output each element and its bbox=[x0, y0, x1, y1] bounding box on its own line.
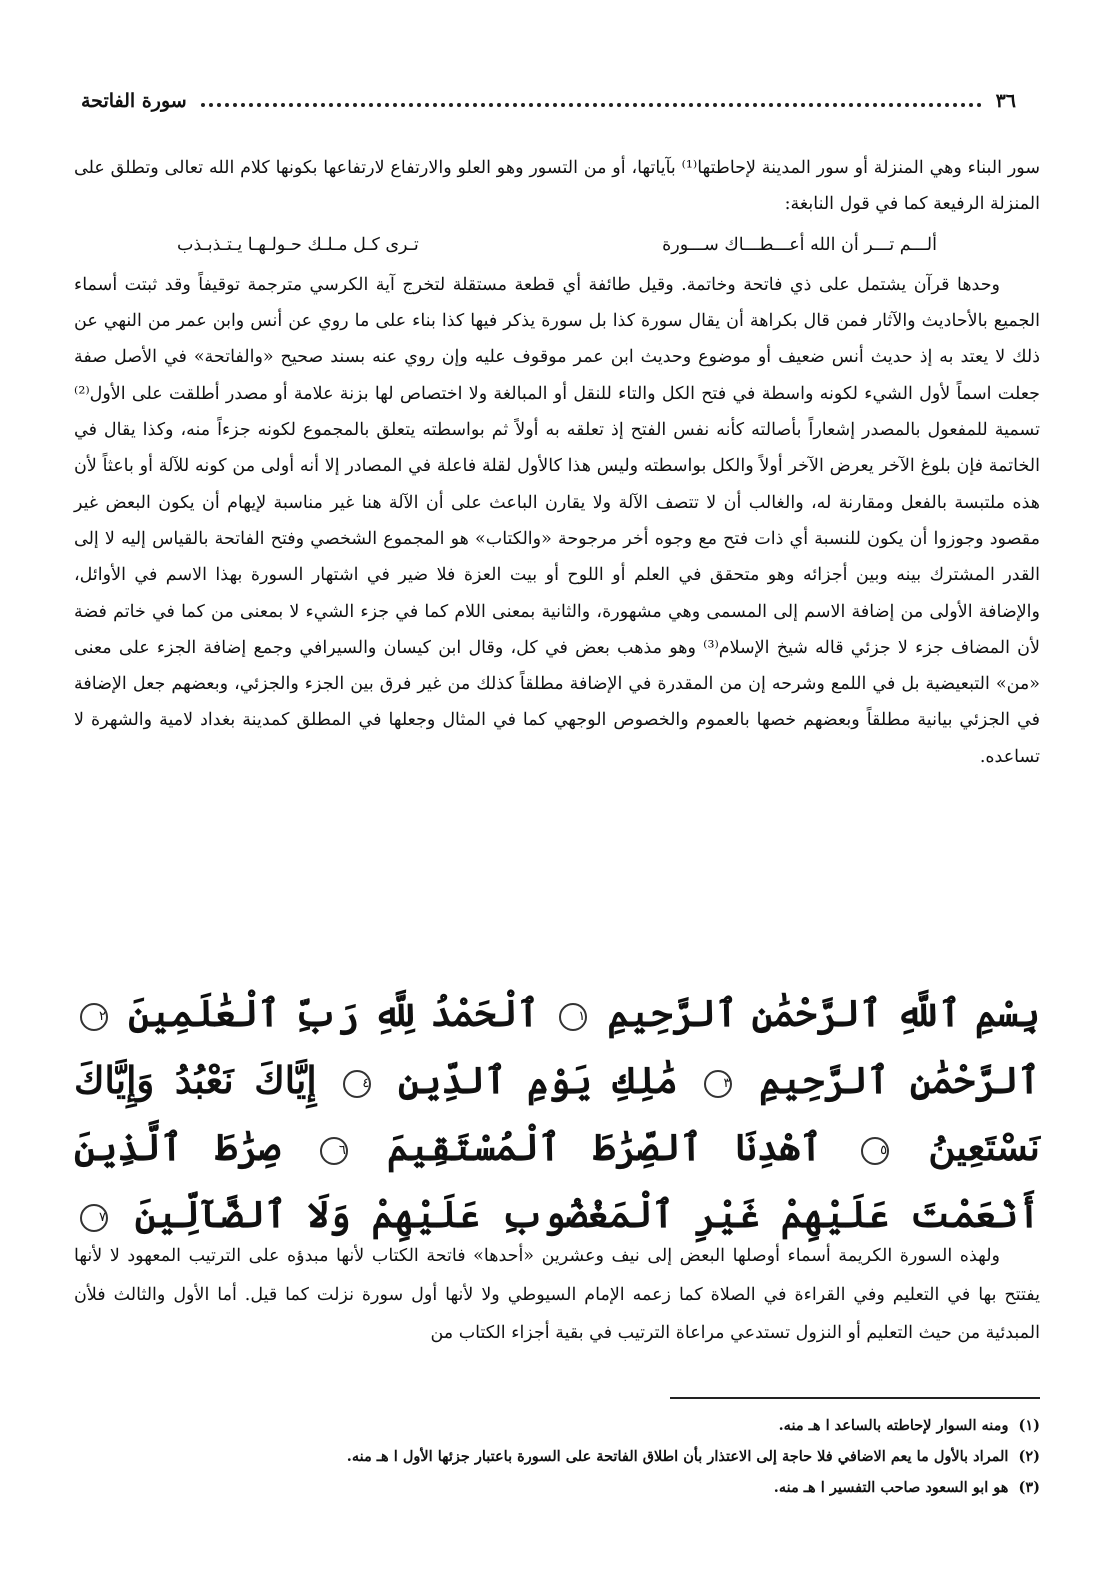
ayah-1: بِسْمِ ٱللَّهِ ٱلرَّحْمَٰنِ ٱلرَّحِيمِ bbox=[607, 991, 1040, 1035]
ayah-number-5: ٥ bbox=[861, 1137, 889, 1165]
footnote-2 bbox=[74, 1441, 1040, 1472]
poetry-verse bbox=[177, 227, 937, 263]
ayah-6: ٱهْدِنَا ٱلصِّرَٰطَ ٱلْمُسْتَقِيمَ bbox=[387, 1125, 822, 1169]
footnotes bbox=[74, 1410, 1040, 1503]
ayah-number-7: ٧ bbox=[80, 1204, 108, 1232]
intro-paragraph: سور البناء وهي المنزلة أو سور المدينة لإحاطتها⁽¹⁾ بآياتها، أو من التسور وهو العلو والارتفاع لارتفاعها بكونها كلام الله تعالى وتطلق على المنزلة الرفيعة كما في قول النابغة: bbox=[74, 158, 1040, 215]
footnote-text: هو ابو السعود صاحب التفسير ا هـ منه. bbox=[773, 1479, 1009, 1496]
ayah-2: ٱلْحَمْدُ لِلَّهِ رَبِّ ٱلْعَٰلَمِينَ bbox=[128, 991, 540, 1035]
ayah-number-4: ٤ bbox=[343, 1070, 371, 1098]
footnote-number: (٢) bbox=[1018, 1448, 1040, 1465]
after-quran-text bbox=[74, 1237, 1040, 1353]
footnote-text: المراد بالأول ما يعم الاضافي فلا حاجة إلى الاعتذار بأن اطلاق الفاتحة على السورة باعتبار جزئها الأول ا هـ منه. bbox=[346, 1448, 1009, 1465]
page-number: ٣٦ bbox=[995, 90, 1016, 112]
ayah-number-1: ١ bbox=[559, 1003, 587, 1031]
running-head bbox=[81, 85, 1016, 117]
surah-al-fatiha-text bbox=[74, 980, 1040, 1248]
ayah-number-6: ٦ bbox=[320, 1137, 348, 1165]
footnote-1 bbox=[74, 1410, 1040, 1441]
main-paragraph: وحدها قرآن يشتمل على ذي فاتحة وخاتمة. وقيل طائفة أي قطعة مستقلة لتخرج آية الكرسي مترجمة توقيفاً وقد ثبتت أسماء الجميع بالأحاديث والآثار فمن قال بكراهة أن يقال سورة كذا بل سورة يذكر فيها كذا بناء على ما روي عن أنس وابن عمر من النهي عن ذلك لا يعتد به إذ حديث أنس ضعيف أو موضوع وحديث ابن عمر موقوف عليه وإن روي عنه بسند صحيح «والفاتحة» في الأصل صفة جعلت اسماً لأول الشيء لكونه واسطة في فتح الكل والتاء للنقل أو المبالغة ولا اختصاص لها بزنة علامة أو مصدر أطلقت على الأول⁽²⁾ تسمية للمفعول بالمصدر إشعاراً بأصالته كأنه نفس الفتح إذ تعلقه به أولاً ثم بواسطته يتعلق بالمجموع لكونه جزءاً منه، وكذا يقال في الخاتمة فإن بلوغ الآخر يعرض الآخر أولاً والكل بواسطته وليس هذا كالأول لقلة فاعلة في المصادر إلا أنه أولى من كونه للآلة أو باعثاً لأن هذه ملتبسة بالفعل ومقارنة له، والغالب أن لا تتصف الآلة ولا يقارن الباعث على أن الآلة هنا غير مناسبة لإيهام أن يكون البعض غير مقصود وجوزوا أن يكون للنسبة أي ذات فتح مع وجوه أخر مرجوحة «والكتاب» هو المجموع الشخصي وفتح الفاتحة بالقياس إليه لا إلى القدر المشترك بينه وبين أجزائه وهو متحقق في العلم أو اللوح أو بيت العزة فلا ضير في اشتهار السورة بهذا الاسم في الأوائل، والإضافة الأولى من إضافة الاسم إلى المسمى وهي مشهورة، والثانية بمعنى اللام كما في جزء الشيء لا بمعنى من كما في خاتم فضة لأن المضاف جزء لا جزئي قاله شيخ الإسلام⁽³⁾ وهو مذهب بعض في كل، وقال ابن كيسان والسيرافي وجمع إضافة الجزء على معنى «من» التبعيضية بل في اللمع وشرحه إن من المقدرة في الإضافة مطلقاً كذلك من غير فرق بين الجزء والجزئي، وبعضهم جعل الإضافة في الجزئي بيانية مطلقاً وبعضهم خصها بالعموم والخصوص الوجهي كما في المثال وجعلها في المطلق كمدينة بغداد لامية والشهرة لا تساعده. bbox=[74, 274, 1040, 767]
ayah-7: صِرَٰطَ ٱلَّذِينَ أَنْعَمْتَ عَلَيْهِمْ غَيْرِ ٱلْمَغْضُوبِ عَلَيْهِمْ وَلَا ٱلضَّآلِّينَ bbox=[74, 1125, 1040, 1236]
footnote-number: (١) bbox=[1018, 1417, 1040, 1434]
ayah-3: ٱلرَّحْمَٰنِ ٱلرَّحِيمِ bbox=[759, 1058, 1040, 1102]
ayah-5: إِيَّاكَ نَعْبُدُ وَإِيَّاكَ نَسْتَعِينُ bbox=[74, 1058, 1040, 1169]
main-text bbox=[74, 150, 1040, 775]
ayah-number-3: ٣ bbox=[704, 1070, 732, 1098]
verse-second-hemistich: تـرى كـل مـلـك حـولـهـا يـتـذبـذب bbox=[177, 234, 419, 255]
leader-dots bbox=[201, 103, 982, 107]
ayah-4: مَٰلِكِ يَوْمِ ٱلدِّينِ bbox=[397, 1058, 678, 1102]
names-paragraph: ولهذه السورة الكريمة أسماء أوصلها البعض إلى نيف وعشرين «أحدها» فاتحة الكتاب لأنها مبدؤه على الترتيب المعهود لا لأنها يفتتح بها في التعليم وفي القراءة في الصلاة كما زعمه الإمام السيوطي ولا لأنها أول سورة نزلت كما قيل. أما الأول والثالث فلأن المبدئية من حيث التعليم أو النزول تستدعي مراعاة الترتيب في بقية أجزاء الكتاب من bbox=[74, 1246, 1040, 1343]
footnote-text: ومنه السوار لإحاطته بالساعد ا هـ منه. bbox=[778, 1417, 1009, 1434]
ayah-number-2: ٢ bbox=[80, 1003, 108, 1031]
chapter-title: سورة الفاتحة bbox=[81, 90, 187, 112]
footnote-3 bbox=[74, 1472, 1040, 1503]
footnote-divider bbox=[670, 1397, 1040, 1399]
verse-first-hemistich: ألـــم تـــر أن الله أعـــطـــاك ســـورة bbox=[662, 234, 937, 255]
footnote-number: (٣) bbox=[1018, 1479, 1040, 1496]
